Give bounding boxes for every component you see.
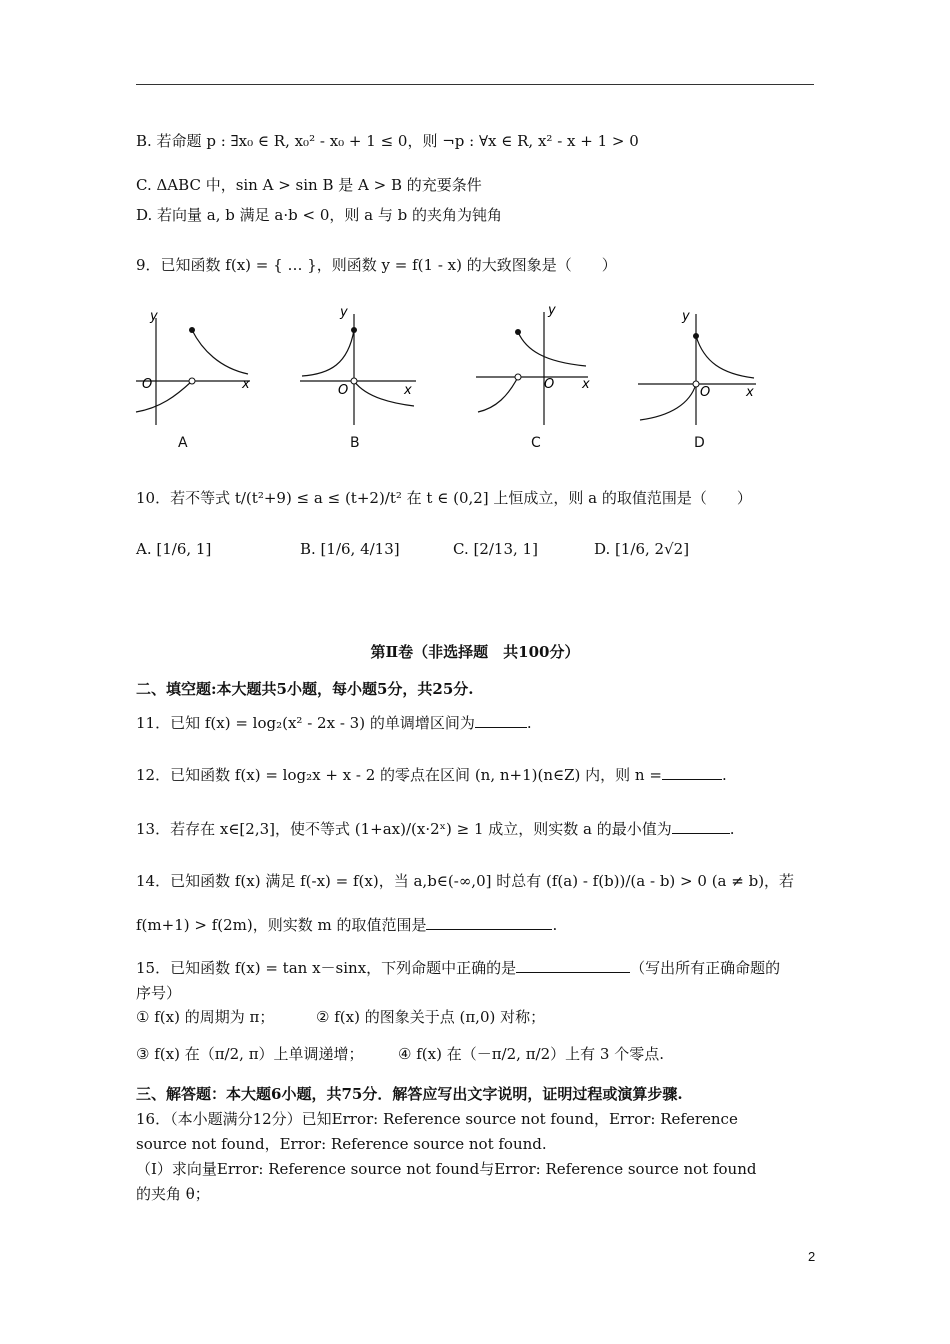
graph-a-open-point — [189, 378, 195, 384]
graph-c-y-label: y — [548, 303, 556, 318]
q15-note: （写出所有正确命题的 — [630, 959, 781, 977]
q13-text: 13．若存在 x∈[2,3]，使不等式 (1+ax)/(x·2ˣ) ≥ 1 成立，则实数 a 的最小值为 — [136, 820, 672, 838]
q14-blank — [426, 915, 552, 930]
q8-option-c: C. ΔABC 中，sin A > sin B 是 A > B 的充要条件 — [136, 176, 482, 194]
graph-b-open-point — [351, 378, 357, 384]
graph-c-left-curve — [478, 377, 518, 412]
q12-blank — [662, 765, 722, 780]
q10-option-c: C. [2/13, 1] — [453, 540, 538, 558]
q9-graph-options — [130, 300, 830, 430]
graph-b-y-label: y — [340, 305, 348, 320]
q15-line2: 序号） — [136, 984, 182, 1002]
q9-label-c: C — [531, 435, 541, 451]
q11: 11．已知 f(x) = log₂(x² - 2x - 3) 的单调增区间为 . — [136, 714, 532, 732]
part2-title: 第Ⅱ卷（非选择题 共100分） — [370, 643, 580, 661]
q15-statement-4: ④ f(x) 在（－π/2, π/2）上有 3 个零点. — [398, 1045, 664, 1063]
header-rule — [136, 84, 814, 85]
q9-stem: 9．已知函数 f(x) = { … }，则函数 y = f(1 - x) 的大致图象是（ ） — [136, 256, 617, 274]
graph-a-origin: O — [142, 377, 153, 392]
graph-d-y-label: y — [682, 309, 690, 324]
graph-d-right-curve — [696, 336, 754, 378]
q9-label-b: B — [350, 435, 360, 451]
q16-line2: source not found，Error: Reference source not found. — [136, 1135, 547, 1153]
graph-d-filled-point — [693, 333, 699, 339]
q11-text: 11．已知 f(x) = log₂(x² - 2x - 3) 的单调增区间为 — [136, 714, 475, 732]
q12: 12．已知函数 f(x) = log₂x + x - 2 的零点在区间 (n, n+1)(n∈Z) 内，则 n = . — [136, 766, 727, 784]
graph-b-origin: O — [338, 383, 349, 398]
graph-d-open-point — [693, 381, 699, 387]
graph-c-origin: O — [544, 377, 555, 392]
graph-b-x-label: x — [404, 383, 412, 398]
q9-label-d: D — [694, 435, 705, 451]
q9-graph-c — [476, 303, 590, 425]
q10-option-a: A. [1/6, 1] — [136, 540, 212, 558]
q9-graph-b — [300, 305, 416, 425]
graph-d-x-label: x — [746, 385, 754, 400]
q15-text: 15．已知函数 f(x) = tan x－sinx，下列命题中正确的是 — [136, 959, 517, 977]
q14-text: f(m+1) > f(2m)，则实数 m 的取值范围是 — [136, 916, 427, 934]
graph-c-x-label: x — [582, 377, 590, 392]
fill-blank-heading: 二、填空题:本大题共5小题，每小题5分，共25分. — [136, 680, 474, 698]
q11-blank — [475, 713, 527, 728]
q15-statement-2: ② f(x) 的图象关于点 (π,0) 对称； — [316, 1008, 546, 1026]
q14-line2: f(m+1) > f(2m)，则实数 m 的取值范围是 . — [136, 916, 558, 934]
q15-statement-3: ③ f(x) 在（π/2, π）上单调递增； — [136, 1045, 364, 1063]
q12-text: 12．已知函数 f(x) = log₂x + x - 2 的零点在区间 (n, n+1)(n∈Z) 内，则 n = — [136, 766, 662, 784]
graph-d-left-curve — [640, 384, 696, 420]
graph-a-filled-point — [189, 327, 195, 333]
q13-blank — [672, 819, 730, 834]
q15-line1 — [136, 957, 780, 978]
graph-b-filled-point — [351, 327, 357, 333]
q15-blank — [516, 958, 630, 973]
graph-c-right-curve — [518, 332, 586, 366]
q8-option-b: B. 若命题 p : ∃x₀ ∈ R, x₀² - x₀ + 1 ≤ 0，则 ¬p : ∀x ∈ R, x² - x + 1 > 0 — [136, 132, 639, 150]
q9-label-a: A — [178, 435, 188, 451]
q16-line3: （Ⅰ）求向量Error: Reference source not found与Error: Reference source not found — [136, 1160, 757, 1178]
graph-c-filled-point — [515, 329, 521, 335]
q13: 13．若存在 x∈[2,3]，使不等式 (1+ax)/(x·2ˣ) ≥ 1 成立，则实数 a 的最小值为 . — [136, 820, 735, 838]
q14-line1: 14．已知函数 f(x) 满足 f(-x) = f(x)，当 a,b∈(-∞,0] 时总有 (f(a) - f(b))/(a - b) > 0 (a ≠ b)，若 — [136, 872, 795, 890]
graph-b-left-curve — [302, 330, 354, 376]
q9-graph-d — [638, 309, 756, 425]
graph-a-right-curve — [192, 330, 248, 374]
graph-a-y-label: y — [150, 309, 158, 324]
q9-graph-a — [136, 309, 250, 425]
q8-option-d: D. 若向量 a, b 满足 a·b < 0，则 a 与 b 的夹角为钝角 — [136, 206, 502, 224]
q10-stem: 10．若不等式 t/(t²+9) ≤ a ≤ (t+2)/t² 在 t ∈ (0,2] 上恒成立，则 a 的取值范围是（ ） — [136, 489, 752, 507]
q16-line4: 的夹角 θ； — [136, 1185, 210, 1203]
graph-c-open-point — [515, 374, 521, 380]
q10-option-d: D. [1/6, 2√2] — [594, 540, 690, 558]
page-number: 2 — [808, 1249, 816, 1264]
q10-option-b: B. [1/6, 4/13] — [300, 540, 400, 558]
q16-line1: 16．（本小题满分12分）已知Error: Reference source not found，Error: Reference — [136, 1110, 738, 1128]
q15-statement-1: ① f(x) 的周期为 π； — [136, 1008, 275, 1026]
graph-d-origin: O — [700, 385, 711, 400]
solution-heading: 三、解答题：本大题6小题，共75分．解答应写出文字说明，证明过程或演算步骤. — [136, 1085, 683, 1103]
graph-a-x-label: x — [242, 377, 250, 392]
